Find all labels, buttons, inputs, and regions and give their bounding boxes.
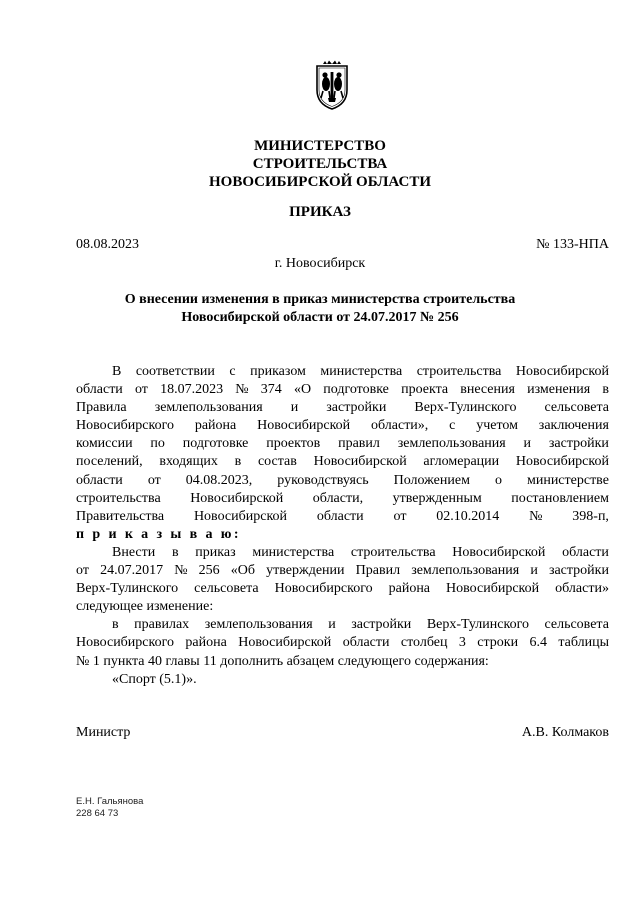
word: состав — [257, 454, 297, 470]
word: о — [494, 472, 502, 488]
word: области — [342, 635, 390, 651]
body-line — [76, 399, 609, 417]
word: столбец — [400, 635, 448, 651]
executor-phone: 228 64 73 — [76, 808, 119, 819]
word: Новосибирской — [313, 454, 407, 470]
word: по — [150, 436, 165, 452]
word: Новосибирской — [452, 544, 546, 560]
body-line — [76, 417, 609, 435]
order-title: ПРИКАЗ — [289, 204, 351, 220]
word: сельсовета — [544, 617, 609, 633]
word: 6.4 — [529, 635, 547, 651]
word: области, — [312, 490, 364, 506]
word: застройки — [548, 563, 609, 579]
word: проекта — [401, 382, 449, 398]
word: области — [76, 472, 123, 488]
order-subject — [0, 291, 640, 327]
word: и — [523, 436, 532, 452]
body-line — [76, 508, 609, 526]
word: застройки — [548, 436, 609, 452]
word: подготовке — [182, 436, 249, 452]
body-line — [76, 562, 609, 580]
word: В — [112, 364, 122, 379]
body-line — [76, 580, 609, 598]
body-line: «Спорт (5.1)». — [112, 671, 197, 687]
word: Новосибирской — [190, 490, 284, 506]
word: учетом — [476, 418, 518, 434]
ministry-line: МИНИСТЕРСТВО — [254, 138, 386, 154]
word: Новосибирского — [274, 581, 373, 597]
body-line — [76, 435, 609, 453]
signer-position: Министр — [76, 725, 131, 740]
word: руководствуясь — [277, 472, 369, 488]
word: Правила — [76, 400, 127, 416]
word: 02.10.2014 — [436, 508, 500, 524]
word: землепользования — [154, 400, 263, 416]
word: Новосибирской — [515, 364, 609, 379]
word: землепользования — [411, 563, 520, 579]
word: правил — [338, 436, 380, 452]
executor-info — [76, 796, 143, 820]
word: министерства — [252, 544, 335, 560]
body-line — [76, 453, 609, 471]
word: изменения — [527, 382, 591, 398]
word: 24.07.2017 — [100, 563, 164, 579]
word: строительства — [416, 364, 502, 379]
word: землепользования — [204, 617, 313, 633]
word: Положением — [393, 472, 470, 488]
word: «Об — [230, 563, 256, 579]
ministry-name — [0, 137, 640, 191]
signer-name: А.В. Колмаков — [521, 725, 609, 740]
word: от — [393, 508, 407, 524]
word: области — [316, 508, 364, 524]
word: 18.07.2023 — [160, 382, 224, 398]
word: внесения — [460, 382, 515, 398]
order-date: 08.08.2023 — [76, 237, 139, 252]
word: утверждении — [266, 563, 345, 579]
body-line — [76, 472, 609, 490]
body-line — [76, 544, 609, 562]
word: строительства — [350, 544, 436, 560]
word: области», — [371, 418, 429, 434]
word: области» — [555, 581, 609, 597]
word: комиссии — [76, 436, 133, 452]
word: и — [530, 563, 538, 579]
word: Новосибирской — [515, 454, 609, 470]
word: и — [290, 400, 299, 416]
word: постановлением — [511, 490, 609, 506]
executor-name: Е.Н. Гальянова — [76, 796, 144, 807]
word: Новосибирской — [446, 581, 540, 597]
word: таблицы — [558, 635, 609, 651]
word: Новосибирской — [257, 418, 351, 434]
word: в — [234, 454, 242, 470]
word: застройки — [351, 617, 412, 633]
order-city: г. Новосибирск — [274, 256, 366, 271]
word: с — [449, 418, 456, 434]
word: сельсовета — [194, 581, 259, 597]
order-number: № 133-НПА — [536, 237, 609, 252]
word: землепользования — [397, 436, 506, 452]
word: от — [76, 563, 89, 579]
word: 04.08.2023, — [185, 472, 253, 488]
word: подготовке — [323, 382, 389, 398]
word: 3 — [458, 635, 466, 651]
word: Правил — [355, 563, 401, 579]
word: № — [174, 563, 188, 579]
word: № — [235, 382, 249, 398]
word: министерства — [320, 364, 403, 379]
word: застройки — [326, 400, 387, 416]
body-line — [76, 616, 609, 634]
word: сельсовета — [544, 400, 609, 416]
word: района — [194, 418, 237, 434]
word: в — [112, 617, 119, 633]
word: района — [388, 581, 431, 597]
word: 374 — [260, 382, 282, 398]
word: проектов — [266, 436, 321, 452]
subject-line: Новосибирской области от 24.07.2017 № 256 — [181, 310, 459, 325]
word: правилах — [134, 617, 190, 633]
subject-line: О внесении изменения в приказ министерства строительства — [124, 292, 516, 307]
body-line — [76, 634, 609, 652]
ministry-line: НОВОСИБИРСКОЙ ОБЛАСТИ — [208, 174, 432, 190]
body-line: следующее изменение: — [76, 599, 214, 615]
word: агломерации — [423, 454, 500, 470]
body-line — [76, 490, 609, 508]
word: Верх-Тулинского — [426, 617, 529, 633]
ministry-line: СТРОИТЕЛЬСТВА — [252, 156, 388, 172]
word: области — [562, 544, 609, 560]
word: соответствии — [135, 364, 215, 379]
word: утвержденным — [392, 490, 482, 506]
word: 398-п, — [572, 508, 609, 524]
word: Новосибирского — [76, 418, 174, 434]
order-directive: п р и к а з ы в а ю: — [76, 526, 241, 542]
word: в — [171, 544, 179, 560]
word: Новосибирского — [76, 635, 174, 651]
body-line — [76, 526, 609, 544]
word: строки — [477, 635, 519, 651]
word: Правительства — [76, 508, 165, 524]
body-line — [76, 363, 609, 381]
word: от — [147, 472, 161, 488]
word: Новосибирской — [193, 508, 288, 524]
word: района — [185, 635, 227, 651]
word: поселений, — [76, 454, 143, 470]
word: области — [76, 382, 123, 398]
body-line: № 1 пункта 40 главы 11 дополнить абзацем следующего содержания: — [76, 653, 489, 669]
word: приказ — [195, 544, 236, 560]
word: № — [529, 508, 543, 524]
word: Верх-Тулинского — [414, 400, 517, 416]
order-body — [76, 363, 609, 689]
word: с — [229, 364, 236, 379]
word: от — [134, 382, 148, 398]
coat-of-arms-icon — [313, 60, 351, 110]
word: заключения — [538, 418, 609, 434]
word: в — [602, 382, 609, 398]
word: строительства — [76, 490, 161, 506]
word: министерстве — [526, 472, 609, 488]
word: Внести — [112, 544, 156, 560]
word: и — [328, 617, 336, 633]
word: приказом — [250, 364, 306, 379]
word: 256 — [198, 563, 220, 579]
word: «О — [293, 382, 312, 398]
word: Верх-Тулинского — [76, 581, 179, 597]
body-line — [76, 381, 609, 399]
word: Новосибирской — [238, 635, 332, 651]
word: входящих — [159, 454, 218, 470]
